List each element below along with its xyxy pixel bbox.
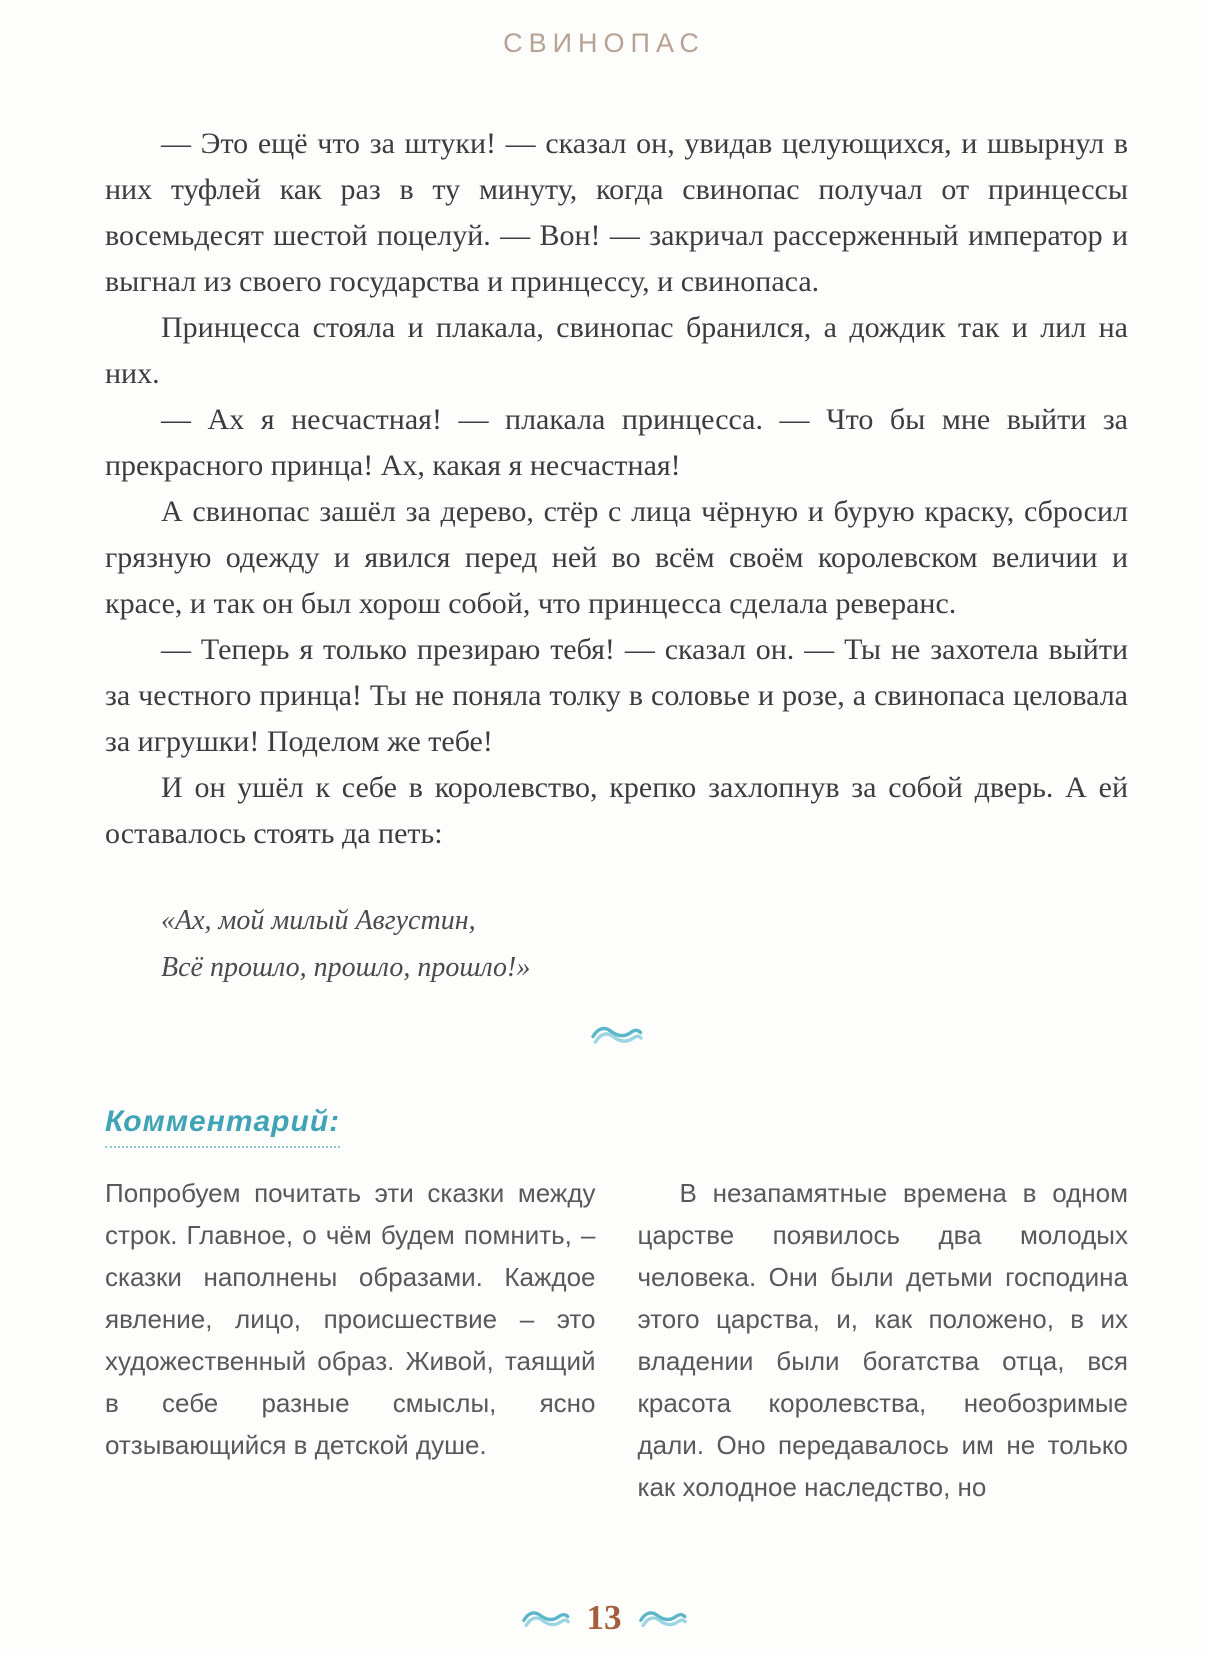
commentary-section	[105, 1105, 1128, 1508]
song-line: «Ах, мой милый Августин,	[161, 905, 476, 936]
commentary-left-column: Попробуем почитать эти сказки между строк. Главное, о чём будем помнить, – сказки наполнены образами. Каждое явление, лицо, происшествие – это художественный образ. Живой, таящий в себе разные смыслы, ясно отзывающийся в детской душе.	[105, 1178, 596, 1460]
wave-right-icon	[638, 1606, 688, 1630]
page-footer	[0, 1600, 1208, 1635]
page-number: 13	[586, 1598, 622, 1637]
commentary-right-column: В незапамятные времена в одном царстве появилось два молодых человека. Они были детьми господина этого царства, и, как положено, в их владении были богатства отца, вся красота королевства, необозримые дали. Оно передавалось им не только как холодное наследство, но	[637, 1178, 1128, 1502]
story-paragraph: Принцесса стояла и плакала, свинопас бранился, а дождик так и лил на них.	[105, 311, 1128, 390]
story-text	[105, 121, 1128, 857]
chapter-title: СВИНОПАС	[503, 28, 705, 58]
wave-divider-icon	[590, 1021, 644, 1047]
wave-left-icon	[521, 1606, 571, 1630]
section-divider	[105, 1021, 1128, 1047]
story-paragraph: И он ушёл к себе в королевство, крепко захлопнув за собой дверь. А ей оставалось стоять да петь:	[105, 771, 1128, 850]
story-paragraph: — Ах я несчастная! — плакала принцесса. — Что бы мне выйти за прекрасного принца! Ах, какая я несчастная!	[105, 403, 1128, 482]
story-paragraph: — Это ещё что за штуки! — сказал он, увидав целующихся, и швырнул в них туфлей как раз в ту минуту, когда свинопас получал от принцессы восемьдесят шестой поцелуй. — Вон! — закричал рассерженный император и выгнал из своего государства и принцессу, и свинопаса.	[105, 127, 1128, 298]
story-paragraph: — Теперь я только презираю тебя! — сказал он. — Ты не захотела выйти за честного принца! Ты не поняла толку в соловье и розе, а свинопаса целовала за игрушки! Поделом же тебе!	[105, 633, 1128, 758]
song-line: Всё прошло, прошло, прошло!»	[161, 952, 531, 983]
commentary-columns	[105, 1172, 1128, 1508]
song-quote	[161, 897, 1128, 991]
commentary-heading: Комментарий:	[105, 1105, 340, 1148]
story-paragraph: А свинопас зашёл за дерево, стёр с лица чёрную и бурую краску, сбросил грязную одежду и явился перед ней во всём своём королевском величии и красе, и так он был хорош собой, что принцесса сделала реверанс.	[105, 495, 1128, 620]
